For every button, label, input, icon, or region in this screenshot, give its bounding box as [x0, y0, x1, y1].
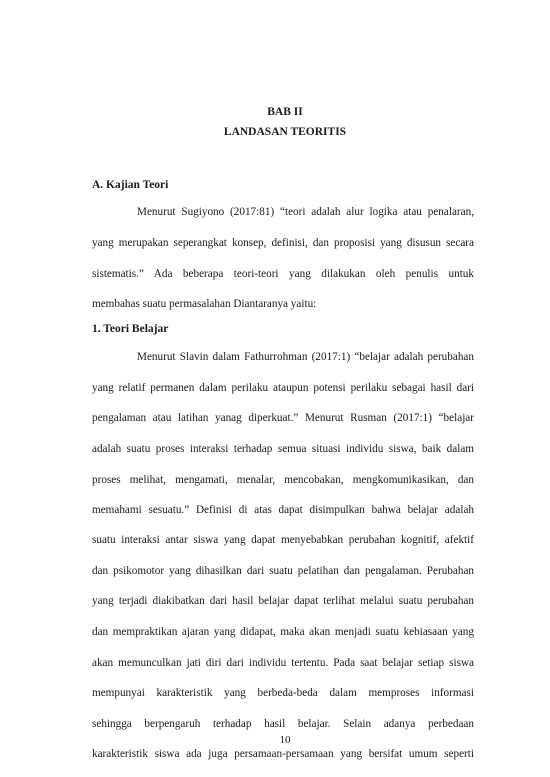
- paragraph-line: yang terjadi diakibatkan dari hasil belajar dapat terlihat melalui suatu perubahan: [92, 595, 474, 607]
- paragraph-line: memahami sesuatu.” Definisi di atas dapat disimpulkan bahwa belajar adalah: [92, 504, 474, 516]
- paragraph-line: karakteristik siswa ada juga persamaan-persamaan yang bersifat umum seperti: [92, 748, 474, 760]
- chapter-title: LANDASAN TEORITIS: [223, 126, 347, 138]
- paragraph-line: Menurut Sugiyono (2017:81) “teori adalah alur logika atau penalaran,: [137, 206, 474, 218]
- paragraph-line: mempunyai karakteristik yang berbeda-beda dalam memproses informasi: [92, 687, 474, 699]
- paragraph-line: dan psikomotor yang dihasilkan dari suatu pelatihan dan pengalaman. Perubahan: [92, 565, 474, 577]
- page-number: 10: [279, 734, 291, 746]
- section-heading-kajian-teori: A. Kajian Teori: [92, 179, 169, 191]
- chapter-label: BAB II: [267, 106, 303, 118]
- paragraph-line: pengalaman atau latihan yanag diperkuat.” Menurut Rusman (2017:1) “belajar: [92, 412, 474, 424]
- paragraph-line: suatu interaksi antar siswa yang dapat menyebabkan perubahan kognitif, afektif: [92, 534, 474, 546]
- paragraph-line: sistematis.” Ada beberapa teori-teori yang dilakukan oleh penulis untuk: [92, 268, 474, 280]
- paragraph-line: yang merupakan seperangkat konsep, definisi, dan proposisi yang disusun secara: [92, 237, 474, 249]
- section-heading-teori-belajar: 1. Teori Belajar: [92, 323, 169, 335]
- paragraph-line: adalah suatu proses interaksi terhadap semua situasi individu siswa, baik dalam: [92, 443, 474, 455]
- paragraph-line: sehingga berpengaruh terhadap hasil belajar. Selain adanya perbedaan: [92, 718, 474, 730]
- paragraph-line: Menurut Slavin dalam Fathurrohman (2017:1) “belajar adalah perubahan: [137, 351, 474, 363]
- paragraph-line: akan memunculkan jati diri dari individu tertentu. Pada saat belajar setiap siswa: [92, 657, 474, 669]
- paragraph-line: yang relatif permanen dalam perilaku ataupun potensi perilaku sebagai hasil dari: [92, 382, 474, 394]
- paragraph-line: proses melihat, mengamati, menalar, mencobakan, mengkomunikasikan, dan: [92, 474, 474, 486]
- paragraph-line: membahas suatu permasalahan Diantaranya yaitu:: [92, 298, 317, 310]
- paragraph-line: dan mempraktikan ajaran yang didapat, maka akan menjadi suatu kebiasaan yang: [92, 626, 474, 638]
